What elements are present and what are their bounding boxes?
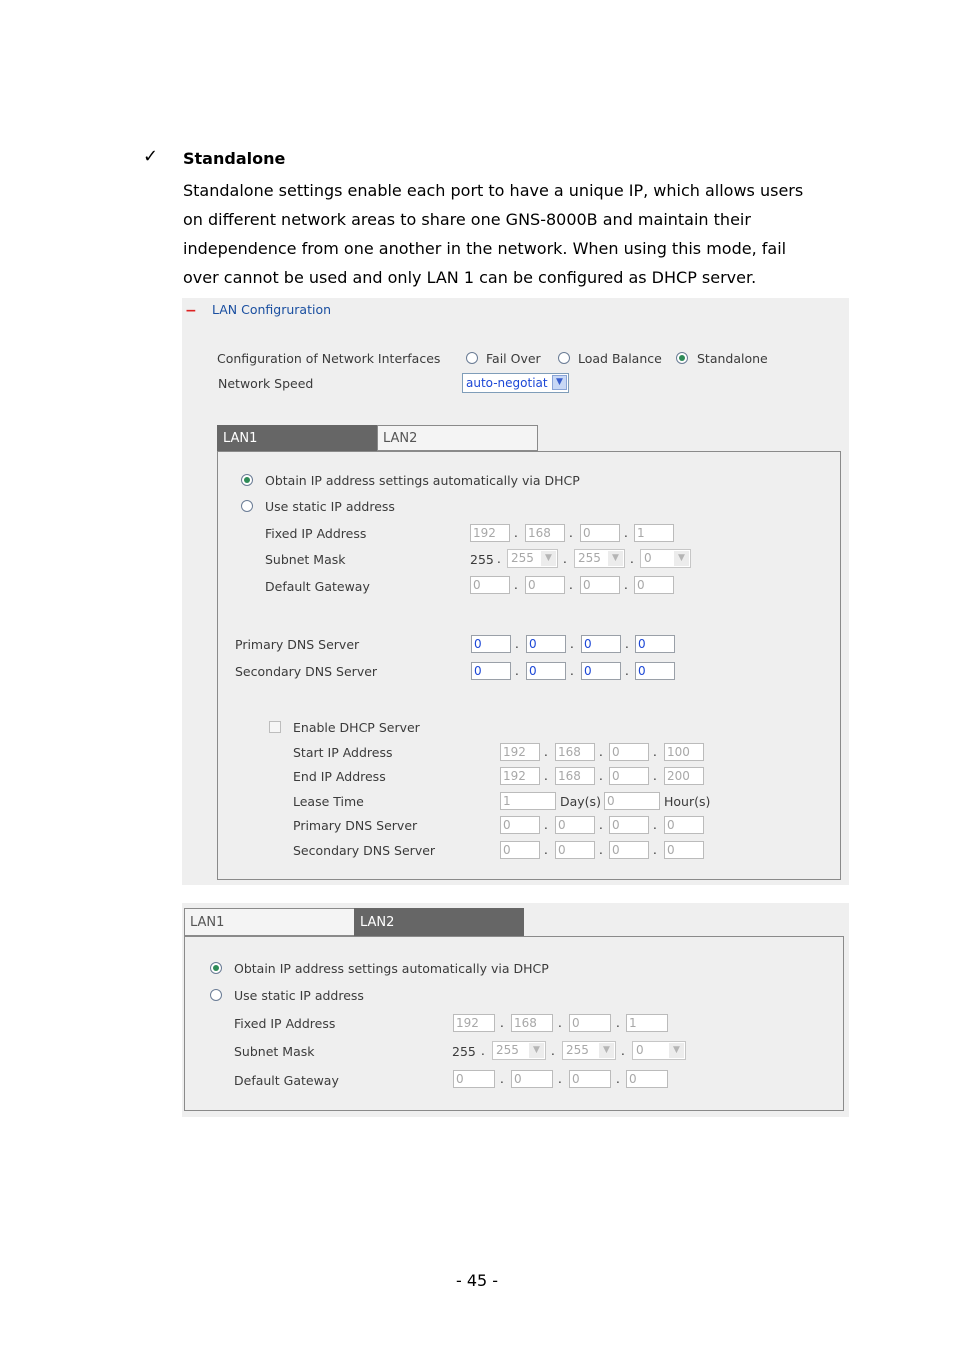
lease-hours-input[interactable]: 0 [604, 792, 660, 810]
dhcp-primary-dns-octet[interactable]: 0 [555, 816, 595, 834]
tab-lan1[interactable]: LAN1 [217, 425, 377, 451]
ip-separator: . [625, 664, 629, 678]
chevron-down-icon: ▼ [669, 1043, 684, 1058]
section-title: Standalone [183, 149, 286, 168]
ip-separator: . [544, 769, 548, 783]
gateway-octet[interactable]: 0 [470, 576, 510, 594]
dhcp-secondary-dns-octet[interactable]: 0 [500, 841, 540, 859]
gateway-octet[interactable]: 0 [525, 576, 565, 594]
fail-over-label: Fail Over [486, 351, 541, 366]
ip-separator: . [599, 769, 603, 783]
subnet-select[interactable] [562, 1041, 616, 1060]
subnet-first-octet: 255 [452, 1044, 476, 1059]
chevron-down-icon: ▼ [674, 551, 689, 566]
paragraph-line: on different network areas to share one GNS-8000B and maintain their [183, 210, 751, 229]
lan2-settings-screenshot [182, 903, 849, 1117]
tab-lan2[interactable]: LAN2 [377, 425, 538, 451]
lease-days-input[interactable]: 1 [500, 792, 556, 810]
chevron-down-icon: ▼ [552, 375, 567, 390]
collapse-icon[interactable]: − [185, 303, 197, 319]
primary-dns-octet[interactable]: 0 [526, 635, 566, 653]
default-gateway-label: Default Gateway [234, 1073, 339, 1088]
subnet-select-value: 255 [511, 551, 534, 565]
gateway-octet[interactable]: 0 [634, 576, 674, 594]
paragraph-line: over cannot be used and only LAN 1 can be configured as DHCP server. [183, 268, 757, 287]
ip-separator: . [515, 664, 519, 678]
ip-separator: . [544, 818, 548, 832]
end-ip-label: End IP Address [293, 769, 386, 784]
ip-separator: . [653, 769, 657, 783]
secondary-dns-octet[interactable]: 0 [526, 662, 566, 680]
standalone-label: Standalone [697, 351, 768, 366]
checkmark-icon: ✓ [143, 146, 159, 167]
end-ip-octet[interactable]: 0 [609, 767, 649, 785]
dhcp-option-label: Obtain IP address settings automatically via DHCP [265, 473, 580, 488]
ip-separator: . [514, 526, 518, 540]
subnet-select-value: 255 [578, 551, 601, 565]
end-ip-octet[interactable]: 168 [555, 767, 595, 785]
config-interfaces-label: Configuration of Network Interfaces [217, 351, 441, 366]
fixed-ip-octet[interactable]: 192 [470, 524, 510, 542]
chevron-down-icon: ▼ [599, 1043, 614, 1058]
dhcp-secondary-dns-octet[interactable]: 0 [664, 841, 704, 859]
paragraph-line: Standalone settings enable each port to have a unique IP, which allows users [183, 181, 804, 200]
primary-dns-octet[interactable]: 0 [581, 635, 621, 653]
radio-static-ip[interactable] [241, 500, 253, 512]
lan1-settings-box [217, 451, 841, 880]
subnet-select-value: 0 [644, 551, 652, 565]
ip-separator: . [570, 664, 574, 678]
ip-separator: . [497, 552, 501, 566]
radio-dhcp[interactable] [241, 474, 253, 486]
static-option-label: Use static IP address [234, 988, 364, 1003]
fixed-ip-octet[interactable]: 0 [580, 524, 620, 542]
fixed-ip-octet[interactable]: 0 [569, 1014, 611, 1032]
ip-separator: . [500, 1016, 504, 1030]
chevron-down-icon: ▼ [541, 551, 556, 566]
network-speed-value: auto-negotiat [466, 376, 548, 390]
ip-separator: . [625, 637, 629, 651]
lan-configuration-link[interactable]: LAN Configruration [212, 302, 332, 317]
ip-separator: . [624, 578, 628, 592]
ip-separator: . [544, 843, 548, 857]
gateway-octet[interactable]: 0 [511, 1070, 553, 1088]
ip-separator: . [500, 1072, 504, 1086]
paragraph-line: independence from one another in the network. When using this mode, fail [183, 239, 787, 258]
enable-dhcp-checkbox[interactable] [269, 721, 281, 733]
radio-fail-over[interactable] [466, 352, 478, 364]
subnet-mask-label: Subnet Mask [234, 1044, 315, 1059]
dhcp-secondary-dns-octet[interactable]: 0 [555, 841, 595, 859]
ip-separator: . [616, 1072, 620, 1086]
ip-separator: . [599, 843, 603, 857]
fixed-ip-octet[interactable]: 1 [626, 1014, 668, 1032]
secondary-dns-label: Secondary DNS Server [235, 664, 378, 679]
start-ip-octet[interactable]: 0 [609, 743, 649, 761]
ip-separator: . [569, 578, 573, 592]
subnet-select[interactable] [632, 1041, 686, 1060]
ip-separator: . [514, 578, 518, 592]
load-balance-label: Load Balance [578, 351, 662, 366]
tab-lan2[interactable]: LAN2 [354, 908, 524, 936]
end-ip-octet[interactable]: 200 [664, 767, 704, 785]
subnet-select-value: 255 [496, 1043, 519, 1057]
dhcp-option-label: Obtain IP address settings automatically via DHCP [234, 961, 549, 976]
ip-separator: . [621, 1044, 625, 1058]
static-option-label: Use static IP address [265, 499, 395, 514]
network-speed-label: Network Speed [218, 376, 314, 391]
subnet-select[interactable] [574, 549, 625, 568]
ip-separator: . [558, 1016, 562, 1030]
ip-separator: . [569, 526, 573, 540]
secondary-dns-octet[interactable]: 0 [471, 662, 511, 680]
page-number: - 45 - [455, 1271, 499, 1290]
gateway-octet[interactable]: 0 [626, 1070, 668, 1088]
start-ip-octet[interactable]: 100 [664, 743, 704, 761]
radio-load-balance[interactable] [558, 352, 570, 364]
gateway-octet[interactable]: 0 [569, 1070, 611, 1088]
ip-separator: . [551, 1044, 555, 1058]
subnet-first-octet: 255 [470, 552, 494, 567]
fixed-ip-label: Fixed IP Address [234, 1016, 336, 1031]
secondary-dns-octet[interactable]: 0 [581, 662, 621, 680]
fixed-ip-octet[interactable]: 168 [511, 1014, 553, 1032]
fixed-ip-octet[interactable]: 192 [453, 1014, 495, 1032]
dhcp-primary-dns-octet[interactable]: 0 [500, 816, 540, 834]
primary-dns-label: Primary DNS Server [235, 637, 360, 652]
ip-separator: . [653, 843, 657, 857]
ip-separator: . [599, 818, 603, 832]
dhcp-secondary-dns-octet[interactable]: 0 [609, 841, 649, 859]
ip-separator: . [570, 637, 574, 651]
ip-separator: . [653, 745, 657, 759]
ip-separator: . [558, 1072, 562, 1086]
fixed-ip-octet[interactable]: 168 [525, 524, 565, 542]
start-ip-label: Start IP Address [293, 745, 393, 760]
enable-dhcp-label: Enable DHCP Server [293, 720, 420, 735]
ip-separator: . [599, 745, 603, 759]
primary-dns-octet[interactable]: 0 [635, 635, 675, 653]
tab-lan1[interactable]: LAN1 [184, 908, 355, 936]
end-ip-octet[interactable]: 192 [500, 767, 540, 785]
secondary-dns-octet[interactable]: 0 [635, 662, 675, 680]
subnet-select[interactable] [492, 1041, 546, 1060]
dhcp-primary-dns-label: Primary DNS Server [293, 818, 418, 833]
dhcp-primary-dns-octet[interactable]: 0 [609, 816, 649, 834]
dhcp-secondary-dns-label: Secondary DNS Server [293, 843, 436, 858]
ip-separator: . [544, 745, 548, 759]
radio-static-ip[interactable] [210, 989, 222, 1001]
ip-separator: . [624, 526, 628, 540]
gateway-octet[interactable]: 0 [453, 1070, 495, 1088]
subnet-mask-label: Subnet Mask [265, 552, 346, 567]
subnet-select-value: 255 [566, 1043, 589, 1057]
ip-separator: . [630, 552, 634, 566]
start-ip-octet[interactable]: 168 [555, 743, 595, 761]
primary-dns-octet[interactable]: 0 [471, 635, 511, 653]
subnet-select[interactable] [507, 549, 558, 568]
ip-separator: . [515, 637, 519, 651]
ip-separator: . [653, 818, 657, 832]
chevron-down-icon: ▼ [608, 551, 623, 566]
start-ip-octet[interactable]: 192 [500, 743, 540, 761]
gateway-octet[interactable]: 0 [580, 576, 620, 594]
section-paragraph [183, 176, 833, 292]
days-unit: Day(s) [560, 794, 601, 809]
subnet-select-value: 0 [636, 1043, 644, 1057]
ip-separator: . [563, 552, 567, 566]
dhcp-primary-dns-octet[interactable]: 0 [664, 816, 704, 834]
network-speed-select[interactable] [462, 373, 569, 393]
fixed-ip-label: Fixed IP Address [265, 526, 367, 541]
lan-config-screenshot [182, 298, 849, 885]
chevron-down-icon: ▼ [529, 1043, 544, 1058]
hours-unit: Hour(s) [664, 794, 711, 809]
subnet-select[interactable] [640, 549, 691, 568]
ip-separator: . [616, 1016, 620, 1030]
default-gateway-label: Default Gateway [265, 579, 370, 594]
fixed-ip-octet[interactable]: 1 [634, 524, 674, 542]
lease-time-label: Lease Time [293, 794, 364, 809]
radio-dhcp[interactable] [210, 962, 222, 974]
ip-separator: . [481, 1044, 485, 1058]
radio-standalone[interactable] [676, 352, 688, 364]
lan2-settings-box [184, 936, 844, 1111]
